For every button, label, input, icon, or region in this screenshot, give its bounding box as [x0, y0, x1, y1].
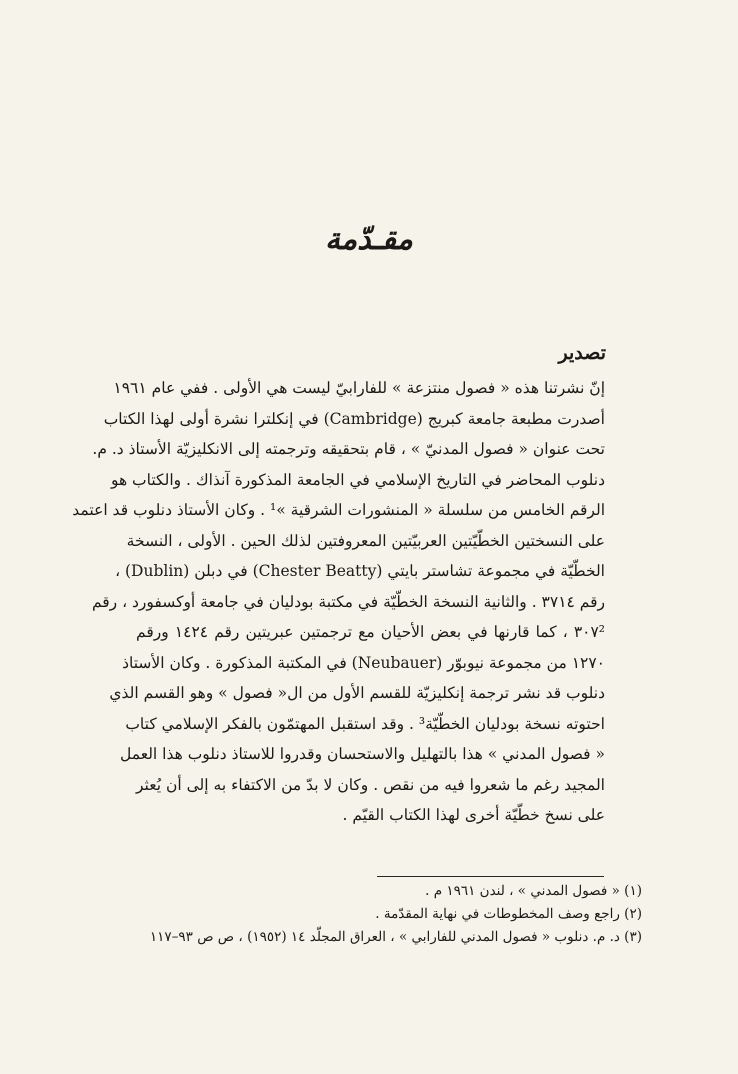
footnote: (٢) راجع وصف المخطوطات في نهاية المقدّمة . — [375, 906, 642, 922]
body-line: المجيد رغم ما شعروا فيه من نقص . وكان لا بدّ من الاكتفاء به إلى أن يُعثر — [136, 775, 605, 794]
body-line: دنلوب المحاضر في التاريخ الإسلامي في الجامعة المذكورة آنذاك . والكتاب هو — [110, 470, 605, 489]
body-line: ١٢٧٠ من مجموعة نيوبوّر (Neubauer) في المكتبة المذكورة . وكان الأستاذ — [122, 653, 605, 672]
body-line: إنّ نشرتنا هذه « فصول منتزعة » للفارابيّ ليست هي الأولى . ففي عام ١٩٦١ — [113, 379, 605, 397]
body-line: رقم ٣٧١٤ . والثانية النسخة الخطّيّة في مكتبة بودليان في جامعة أوكسفورد ، رقم — [91, 592, 605, 611]
footnote: (١) « فصول المدني » ، لندن ١٩٦١ م . — [425, 883, 642, 899]
body-line: الرقم الخامس من سلسلة « المنشورات الشرقية »¹ . وكان الأستاذ دنلوب قد اعتمد — [72, 501, 605, 519]
body-line: الخطّيّة في مجموعة تشاستر بايتي (Chester Beatty) في دبلن (Dublin) ، — [115, 562, 605, 580]
body-line: تحت عنوان « فصول المدنيّ » ، قام بتحقيقه وترجمته إلى الانكليزيّة الأستاذ د. م. — [92, 440, 605, 458]
body-line: احتوته نسخة بودليان الخطّيّة³ . وقد استقبل المهتمّون بالفكر الإسلامي كتاب — [125, 714, 605, 733]
body-line: دنلوب قد نشر ترجمة إنكليزيّة للقسم الأول من ال« فصول » وهو القسم الذي — [109, 684, 605, 702]
body-line: « فصول المدني » هذا بالتهليل والاستحسان وقدروا للاستاذ دنلوب هذا العمل — [120, 745, 605, 763]
body-line: أصدرت مطبعة جامعة كبريج (Cambridge) في إنكلترا نشرة أولى لهذا الكتاب — [103, 409, 605, 428]
footnote: (٣) د. م. دنلوب « فصول المدني للفارابي » ، العراق المجلّد ١٤ (١٩٥٢) ، ص ص ٩٣–١١٧ — [149, 929, 642, 945]
footnotes — [112, 880, 642, 949]
footnote-divider — [377, 876, 604, 877]
body-line: على نسخ خطّيّة أخرى لهذا الكتاب القيّم . — [342, 806, 605, 824]
section-heading: تصدير — [558, 342, 606, 364]
body-line: ٣٠٧² ، كما قارنها في بعض الأحيان مع ترجمتين عبريتين رقم ١٤٢٤ ورقم — [136, 623, 606, 641]
body-text — [72, 373, 606, 831]
page-title: مقـدّمة — [325, 222, 413, 257]
body-line: على النسختين الخطّيّتين العربيّتين المعروفتين لذلك الحين . الأولى ، النسخة — [126, 531, 605, 550]
